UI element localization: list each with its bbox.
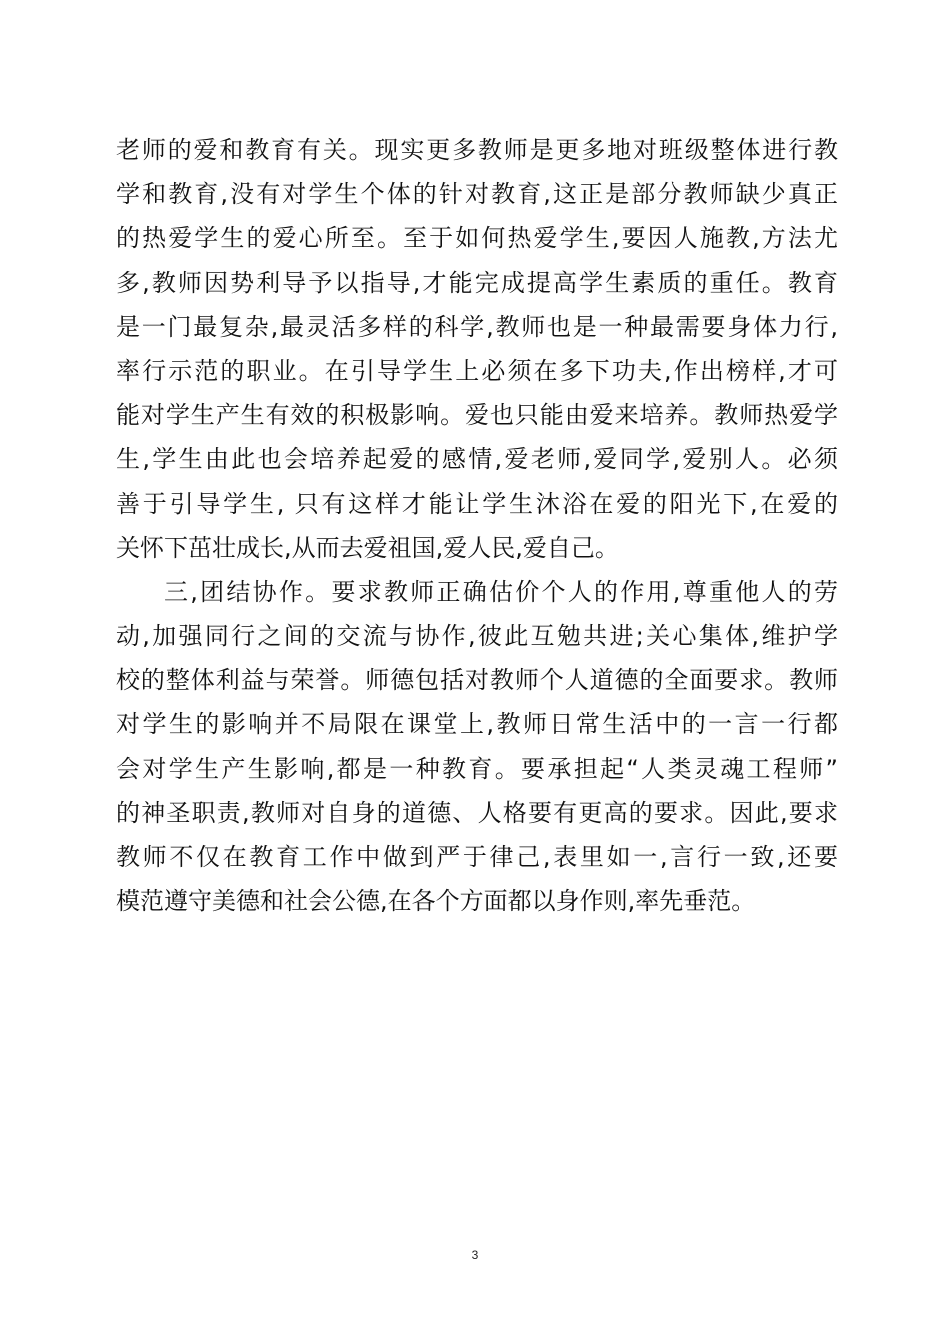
text-line: 模范遵守美德和社会公德,在各个方面都以身作则,率先垂范。 (116, 887, 756, 916)
text-line: 动,加强同行之间的交流与协作,彼此互勉共进;关心集体,维护学 (116, 622, 838, 651)
text-line: 的热爱学生的爱心所至。至于如何热爱学生,要因人施教,方法尤 (116, 224, 838, 253)
text-line: 对学生的影响并不局限在课堂上,教师日常生活中的一言一行都 (116, 710, 838, 739)
text-line: 是一门最复杂,最灵活多样的科学,教师也是一种最需要身体力行, (116, 312, 838, 341)
text-line: 多,教师因势利导予以指导,才能完成提高学生素质的重任。教育 (116, 268, 838, 297)
text-line: 善于引导学生, 只有这样才能让学生沐浴在爱的阳光下,在爱的 (116, 489, 838, 518)
text-line: 率行示范的职业。在引导学生上必须在多下功夫,作出榜样,才可 (116, 356, 838, 385)
body-text (116, 128, 838, 923)
text-line: 校的整体利益与荣誉。师德包括对教师个人道德的全面要求。教师 (116, 666, 838, 695)
page-number: 3 (471, 1248, 479, 1262)
text-line: 生,学生由此也会培养起爱的感情,爱老师,爱同学,爱别人。必须 (116, 445, 838, 474)
text-line: 会对学生产生影响,都是一种教育。要承担起“人类灵魂工程师” (116, 754, 838, 783)
text-line: 学和教育,没有对学生个体的针对教育,这正是部分教师缺少真正 (116, 180, 838, 209)
text-line: 关怀下茁壮成长,从而去爱祖国,爱人民,爱自己。 (116, 533, 619, 562)
text-line: 能对学生产生有效的积极影响。爱也只能由爱来培养。教师热爱学 (116, 401, 838, 430)
text-line: 老师的爱和教育有关。现实更多教师是更多地对班级整体进行教 (116, 136, 838, 164)
text-line: 教师不仅在教育工作中做到严于律己,表里如一,言行一致,还要 (116, 843, 838, 871)
text-line: 的神圣职责,教师对自身的道德、人格要有更高的要求。因此,要求 (116, 798, 838, 827)
text-line: 三,团结协作。要求教师正确估价个人的作用,尊重他人的劳 (164, 577, 838, 606)
